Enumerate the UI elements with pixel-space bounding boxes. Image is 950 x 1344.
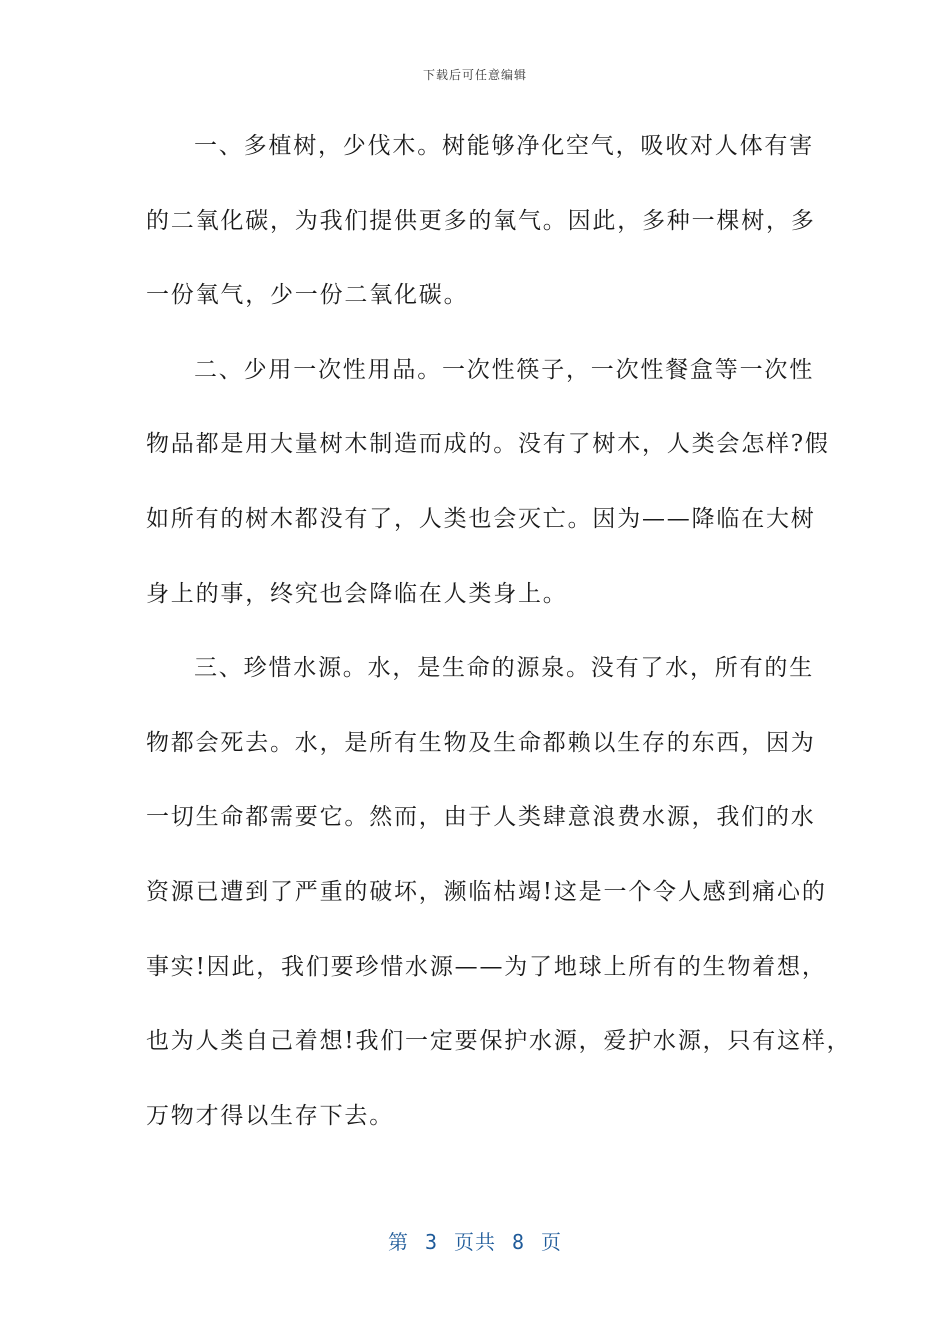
paragraph-2-line-4: 身上的事，终究也会降临在人类身上。	[146, 580, 568, 607]
paragraph-3-line-4: 资源已遭到了严重的破坏，濒临枯竭!这是一个令人感到痛心的	[146, 878, 827, 905]
paragraph-3-line-7: 万物才得以生存下去。	[146, 1102, 394, 1129]
page-header: 下载后可任意编辑	[422, 68, 527, 82]
paragraph-2-line-2: 物品都是用大量树木制造而成的。没有了树木，人类会怎样?假	[146, 431, 830, 458]
document-body	[146, 128, 852, 1172]
paragraph-2-line-3: 如所有的树木都没有了，人类也会灭亡。因为——降临在大树	[146, 505, 816, 532]
page-footer	[0, 1226, 950, 1255]
paragraph-1-line-2: 的二氧化碳，为我们提供更多的氧气。因此，多种一棵树，多	[146, 207, 816, 234]
paragraph-3-line-5: 事实!因此，我们要珍惜水源——为了地球上所有的生物着想，	[146, 953, 827, 980]
footer-prefix: 第	[387, 1230, 409, 1254]
paragraph-3-line-6: 也为人类自己着想!我们一定要保护水源，爱护水源，只有这样，	[146, 1028, 852, 1055]
paragraph-3-line-3: 一切生命都需要它。然而，由于人类肆意浪费水源，我们的水	[146, 804, 816, 831]
footer-middle: 页共	[454, 1230, 496, 1254]
paragraph-3-line-1: 三、珍惜水源。水，是生命的源泉。没有了水，所有的生	[194, 655, 814, 682]
paragraph-1-line-1: 一、多植树，少伐木。树能够净化空气，吸收对人体有害	[194, 133, 814, 159]
footer-suffix: 页	[541, 1230, 563, 1254]
footer-current-page: 3	[424, 1230, 438, 1254]
paragraph-3-line-2: 物都会死去。水，是所有生物及生命都赖以生存的东西，因为	[146, 729, 816, 756]
footer-total-pages: 8	[512, 1230, 526, 1254]
paragraph-1-line-3: 一份氧气，少一份二氧化碳。	[146, 282, 469, 309]
paragraph-2-line-1: 二、少用一次性用品。一次性筷子，一次性餐盒等一次性	[194, 356, 814, 383]
